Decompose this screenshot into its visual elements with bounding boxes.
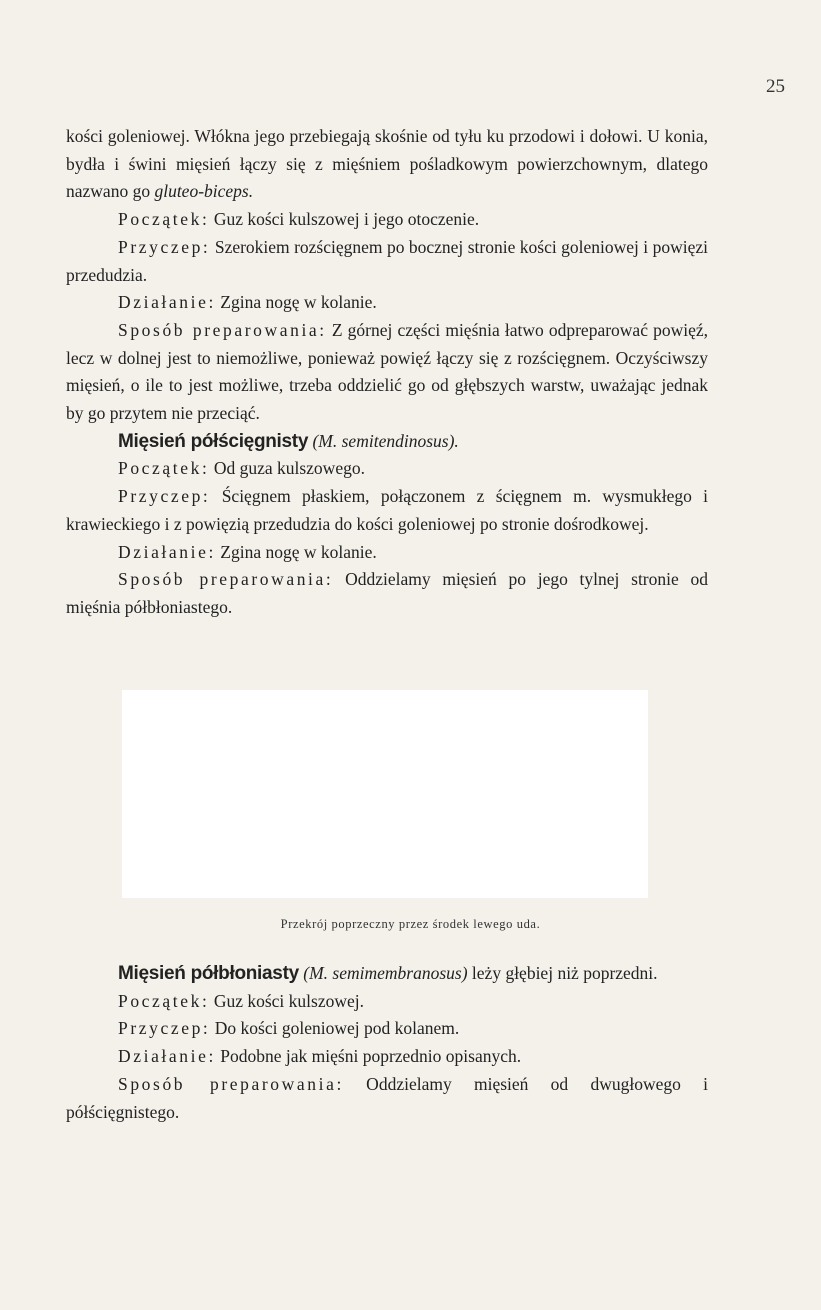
text-run: Oddzielamy mięsień od dwugłowego i półścięgnistego. — [66, 1073, 708, 1122]
paragraph — [66, 539, 708, 567]
paragraph — [66, 206, 708, 234]
text-run: Zgina nogę w kolanie. — [215, 292, 377, 313]
field-label: Działanie: — [118, 1046, 216, 1067]
paragraph — [66, 1071, 708, 1126]
latin-name: gluteo-biceps. — [154, 181, 254, 202]
top-text-block — [66, 123, 708, 622]
paragraph — [66, 960, 708, 988]
paragraph — [66, 566, 708, 621]
field-label: Początek: — [118, 458, 210, 479]
field-label: Początek: — [118, 990, 210, 1011]
latin-name: (M. semitendinosus). — [312, 430, 459, 451]
paragraph — [66, 483, 708, 538]
text-run: kości goleniowej. Włókna jego przebiegają skośnie od tyłu ku przodowi i dołowi. U konia, bydła i świni mięsień łączy się z mięśniem pośladkowym powierzchownym, dlatego nazwano go — [66, 126, 708, 202]
field-label: Sposób preparowania: — [118, 569, 334, 590]
paragraph — [66, 234, 708, 289]
text-run: leży głębiej niż poprzedni. — [467, 963, 658, 983]
field-label: Działanie: — [118, 541, 216, 562]
figure-caption: Przekrój poprzeczny przez środek lewego uda. — [280, 917, 541, 931]
muscle-heading: Mięsień półbłoniasty — [118, 963, 299, 984]
text-run: Z górnej części mięśnia łatwo odpreparować powięź, lecz w dolnej jest to niemożliwe, ponieważ powięź łączy się z rozścięgnem. Oczyściwszy mięsień, o ile to jest możliwe, trzeba oddzielić go od głębszych warstw, uważając jednak by go przytem nie przeciąć. — [66, 319, 708, 424]
field-label: Sposób preparowania: — [118, 319, 327, 340]
text-run: Podobne jak mięśni poprzednio opisanych. — [215, 1046, 522, 1067]
paragraph — [66, 289, 708, 317]
paragraph — [66, 988, 708, 1016]
text-run: Ścięgnem płaskiem, połączonem z ścięgnem m. wysmukłego i krawieckiego i z powięzią przedudzia do kości goleniowej po stronie dośrodkowej. — [66, 486, 708, 534]
latin-name: (M. semimembranosus) — [303, 963, 468, 983]
text-run: Guz kości kulszowej. — [209, 990, 364, 1011]
text-run: Od guza kulszowego. — [209, 458, 365, 479]
page-number: 25 — [766, 76, 785, 97]
cross-section-figure — [122, 690, 648, 898]
text-run: Do kości goleniowej pod kolanem. — [210, 1018, 460, 1039]
text-run: Oddzielamy mięsień po jego tylnej stronie od mięśnia półbłoniastego. — [66, 569, 708, 617]
bottom-text-block — [66, 960, 708, 1126]
paragraph — [66, 455, 708, 483]
paragraph — [66, 428, 708, 456]
field-label: Działanie: — [118, 292, 216, 313]
muscle-heading: Mięsień półścięgnisty — [118, 430, 309, 452]
text-run: Szerokiem rozścięgnem po bocznej stronie kości goleniowej i powięzi przedudzia. — [66, 236, 708, 285]
paragraph — [66, 1043, 708, 1071]
paragraph — [66, 317, 708, 428]
text-run: Guz kości kulszowej i jego otoczenie. — [209, 209, 480, 230]
field-label: Początek: — [118, 209, 210, 230]
field-label: Przyczep: — [118, 1018, 211, 1039]
field-label: Przyczep: — [118, 486, 211, 507]
field-label: Przyczep: — [118, 236, 211, 257]
paragraph — [66, 123, 708, 206]
text-run: Zgina nogę w kolanie. — [215, 541, 377, 562]
paragraph — [66, 1015, 708, 1043]
field-label: Sposób preparowania: — [118, 1073, 344, 1094]
